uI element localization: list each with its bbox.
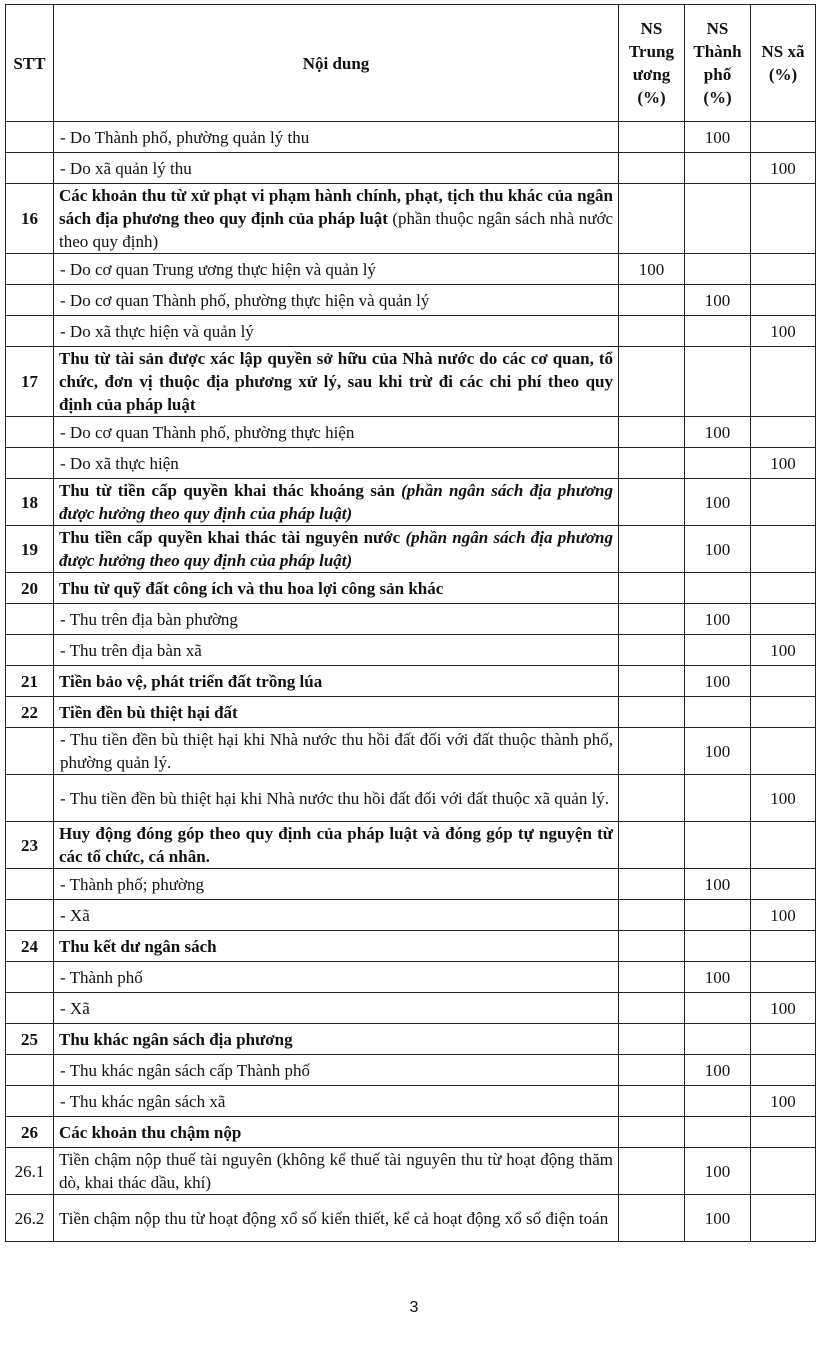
ns-xa-value bbox=[751, 1024, 816, 1055]
ns-thanh-pho-value: 100 bbox=[685, 417, 751, 448]
row-stt bbox=[6, 285, 54, 316]
row-stt: 20 bbox=[6, 573, 54, 604]
row-content bbox=[54, 526, 619, 573]
row-content bbox=[54, 1148, 619, 1195]
table-row bbox=[6, 697, 816, 728]
content-text: Thu từ tiền cấp quyền khai thác khoáng sản bbox=[59, 481, 402, 500]
ns-xa-value bbox=[751, 254, 816, 285]
header-content: Nội dung bbox=[54, 5, 619, 122]
content-text: (phần ngân sách địa phương được hưởng theo quy định của pháp luật) bbox=[59, 528, 613, 570]
ns-thanh-pho-value bbox=[685, 347, 751, 417]
table-row bbox=[6, 822, 816, 869]
table-row bbox=[6, 448, 816, 479]
table-row bbox=[6, 931, 816, 962]
ns-trung-uong-value bbox=[619, 635, 685, 666]
content-text: - Do xã thực hiện bbox=[60, 453, 179, 473]
ns-thanh-pho-value: 100 bbox=[685, 962, 751, 993]
row-content bbox=[54, 1024, 619, 1055]
row-content bbox=[54, 285, 619, 316]
table-row bbox=[6, 122, 816, 153]
row-stt bbox=[6, 1086, 54, 1117]
ns-xa-value: 100 bbox=[751, 153, 816, 184]
content-text: Thu tiền cấp quyền khai thác tài nguyên nước bbox=[59, 528, 406, 547]
ns-thanh-pho-value: 100 bbox=[685, 285, 751, 316]
table-row bbox=[6, 479, 816, 526]
ns-trung-uong-value bbox=[619, 1117, 685, 1148]
table-row bbox=[6, 635, 816, 666]
ns-thanh-pho-value bbox=[685, 153, 751, 184]
content-text: Tiền đền bù thiệt hại đất bbox=[59, 702, 238, 722]
row-stt bbox=[6, 448, 54, 479]
row-content bbox=[54, 254, 619, 285]
table-body bbox=[6, 122, 816, 1242]
ns-thanh-pho-value bbox=[685, 1024, 751, 1055]
table-row bbox=[6, 1117, 816, 1148]
content-text: Tiền chậm nộp thu từ hoạt động xổ số kiến thiết, kể cả hoạt động xổ số điện toán bbox=[59, 1208, 609, 1228]
ns-thanh-pho-value bbox=[685, 931, 751, 962]
row-stt bbox=[6, 604, 54, 635]
ns-trung-uong-value bbox=[619, 1055, 685, 1086]
ns-thanh-pho-value bbox=[685, 448, 751, 479]
ns-trung-uong-value bbox=[619, 1024, 685, 1055]
ns-thanh-pho-value: 100 bbox=[685, 869, 751, 900]
ns-xa-value bbox=[751, 417, 816, 448]
ns-trung-uong-value bbox=[619, 822, 685, 869]
row-stt bbox=[6, 869, 54, 900]
row-content bbox=[54, 931, 619, 962]
table-row bbox=[6, 254, 816, 285]
ns-thanh-pho-value bbox=[685, 993, 751, 1024]
ns-thanh-pho-value bbox=[685, 573, 751, 604]
revenue-allocation-table bbox=[5, 4, 816, 1242]
content-text: - Do xã thực hiện và quản lý bbox=[60, 321, 254, 341]
table-row bbox=[6, 666, 816, 697]
content-text: Các khoản thu từ xử phạt vi phạm hành chính, phạt, tịch thu khác của ngân sách địa phương theo quy định của pháp luật bbox=[59, 186, 613, 228]
ns-thanh-pho-value bbox=[685, 900, 751, 931]
ns-trung-uong-value bbox=[619, 417, 685, 448]
ns-trung-uong-value bbox=[619, 666, 685, 697]
content-text: - Do xã quản lý thu bbox=[60, 158, 192, 178]
row-stt: 22 bbox=[6, 697, 54, 728]
content-text: - Do cơ quan Thành phố, phường thực hiện và quản lý bbox=[60, 290, 430, 310]
ns-trung-uong-value bbox=[619, 184, 685, 254]
ns-trung-uong-value: 100 bbox=[619, 254, 685, 285]
content-text: Huy động đóng góp theo quy định của pháp luật và đóng góp tự nguyện từ các tổ chức, cá nhân. bbox=[59, 824, 613, 866]
row-stt bbox=[6, 1055, 54, 1086]
row-stt bbox=[6, 316, 54, 347]
row-content bbox=[54, 1055, 619, 1086]
ns-xa-value bbox=[751, 1148, 816, 1195]
row-content bbox=[54, 1086, 619, 1117]
ns-trung-uong-value bbox=[619, 347, 685, 417]
content-text: Thu từ quỹ đất công ích và thu hoa lợi công sản khác bbox=[59, 578, 444, 598]
ns-xa-value: 100 bbox=[751, 635, 816, 666]
row-content bbox=[54, 347, 619, 417]
content-text: - Thành phố; phường bbox=[60, 874, 204, 894]
content-text: - Do cơ quan Thành phố, phường thực hiện bbox=[60, 422, 355, 442]
ns-thanh-pho-value: 100 bbox=[685, 604, 751, 635]
content-text: Thu khác ngân sách địa phương bbox=[59, 1029, 293, 1049]
ns-thanh-pho-value: 100 bbox=[685, 1195, 751, 1242]
row-stt: 19 bbox=[6, 526, 54, 573]
ns-xa-value bbox=[751, 526, 816, 573]
header-stt: STT bbox=[6, 5, 54, 122]
row-stt bbox=[6, 728, 54, 775]
content-text: - Do Thành phố, phường quản lý thu bbox=[60, 127, 310, 147]
row-stt: 23 bbox=[6, 822, 54, 869]
ns-trung-uong-value bbox=[619, 316, 685, 347]
content-text: - Xã bbox=[60, 905, 90, 925]
ns-trung-uong-value bbox=[619, 573, 685, 604]
row-stt: 17 bbox=[6, 347, 54, 417]
row-content bbox=[54, 1195, 619, 1242]
ns-xa-value: 100 bbox=[751, 448, 816, 479]
ns-xa-value bbox=[751, 184, 816, 254]
ns-xa-value: 100 bbox=[751, 1086, 816, 1117]
row-content bbox=[54, 122, 619, 153]
ns-xa-value bbox=[751, 1055, 816, 1086]
ns-trung-uong-value bbox=[619, 448, 685, 479]
ns-thanh-pho-value: 100 bbox=[685, 1148, 751, 1195]
row-stt bbox=[6, 993, 54, 1024]
header-ns-trung-uong: NS Trung ương (%) bbox=[619, 5, 685, 122]
ns-thanh-pho-value bbox=[685, 635, 751, 666]
table-row bbox=[6, 1024, 816, 1055]
table-row bbox=[6, 1195, 816, 1242]
ns-thanh-pho-value: 100 bbox=[685, 479, 751, 526]
row-content bbox=[54, 962, 619, 993]
row-stt: 26 bbox=[6, 1117, 54, 1148]
ns-thanh-pho-value: 100 bbox=[685, 122, 751, 153]
ns-trung-uong-value bbox=[619, 1086, 685, 1117]
ns-thanh-pho-value: 100 bbox=[685, 728, 751, 775]
ns-trung-uong-value bbox=[619, 526, 685, 573]
ns-thanh-pho-value bbox=[685, 1086, 751, 1117]
ns-xa-value bbox=[751, 728, 816, 775]
ns-trung-uong-value bbox=[619, 962, 685, 993]
row-content bbox=[54, 697, 619, 728]
ns-xa-value bbox=[751, 869, 816, 900]
ns-trung-uong-value bbox=[619, 775, 685, 822]
ns-xa-value bbox=[751, 962, 816, 993]
header-ns-thanh-pho: NS Thành phố (%) bbox=[685, 5, 751, 122]
ns-xa-value: 100 bbox=[751, 993, 816, 1024]
content-text: - Thu tiền đền bù thiệt hại khi Nhà nước thu hồi đất đối với đất thuộc thành phố, phường quản lý. bbox=[60, 730, 613, 772]
ns-trung-uong-value bbox=[619, 869, 685, 900]
row-content bbox=[54, 728, 619, 775]
row-content bbox=[54, 822, 619, 869]
ns-thanh-pho-value bbox=[685, 775, 751, 822]
row-content bbox=[54, 184, 619, 254]
content-text: Các khoản thu chậm nộp bbox=[59, 1122, 242, 1142]
ns-xa-value bbox=[751, 604, 816, 635]
ns-xa-value: 100 bbox=[751, 775, 816, 822]
content-text: - Xã bbox=[60, 998, 90, 1018]
row-stt bbox=[6, 153, 54, 184]
table-row bbox=[6, 316, 816, 347]
content-text: - Thu khác ngân sách cấp Thành phố bbox=[60, 1060, 311, 1080]
table-row bbox=[6, 573, 816, 604]
ns-thanh-pho-value bbox=[685, 184, 751, 254]
header-ns-xa: NS xã (%) bbox=[751, 5, 816, 122]
row-stt: 18 bbox=[6, 479, 54, 526]
table-row bbox=[6, 900, 816, 931]
table-header-row bbox=[6, 5, 816, 122]
ns-xa-value bbox=[751, 666, 816, 697]
ns-xa-value bbox=[751, 931, 816, 962]
ns-trung-uong-value bbox=[619, 604, 685, 635]
ns-thanh-pho-value bbox=[685, 316, 751, 347]
ns-thanh-pho-value: 100 bbox=[685, 526, 751, 573]
row-stt: 26.2 bbox=[6, 1195, 54, 1242]
ns-trung-uong-value bbox=[619, 122, 685, 153]
row-content bbox=[54, 1117, 619, 1148]
ns-trung-uong-value bbox=[619, 1195, 685, 1242]
ns-trung-uong-value bbox=[619, 697, 685, 728]
content-text: - Thu tiền đền bù thiệt hại khi Nhà nước thu hồi đất đối với đất thuộc xã quản lý. bbox=[60, 788, 610, 808]
table-row bbox=[6, 993, 816, 1024]
ns-trung-uong-value bbox=[619, 900, 685, 931]
row-stt bbox=[6, 635, 54, 666]
row-stt: 16 bbox=[6, 184, 54, 254]
table-row bbox=[6, 417, 816, 448]
content-text: - Do cơ quan Trung ương thực hiện và quản lý bbox=[60, 259, 376, 279]
row-content bbox=[54, 635, 619, 666]
ns-xa-value bbox=[751, 347, 816, 417]
ns-xa-value bbox=[751, 285, 816, 316]
row-content bbox=[54, 316, 619, 347]
row-content bbox=[54, 479, 619, 526]
ns-xa-value bbox=[751, 1195, 816, 1242]
ns-xa-value bbox=[751, 479, 816, 526]
table-row bbox=[6, 604, 816, 635]
ns-xa-value bbox=[751, 822, 816, 869]
table-row bbox=[6, 1086, 816, 1117]
page-number: 3 bbox=[409, 1299, 419, 1316]
ns-xa-value: 100 bbox=[751, 316, 816, 347]
row-stt: 25 bbox=[6, 1024, 54, 1055]
table-row bbox=[6, 962, 816, 993]
row-stt bbox=[6, 417, 54, 448]
row-stt: 21 bbox=[6, 666, 54, 697]
ns-thanh-pho-value bbox=[685, 822, 751, 869]
row-stt bbox=[6, 775, 54, 822]
row-content bbox=[54, 604, 619, 635]
row-content bbox=[54, 869, 619, 900]
ns-thanh-pho-value: 100 bbox=[685, 1055, 751, 1086]
content-text: - Thành phố bbox=[60, 967, 143, 987]
ns-xa-value bbox=[751, 697, 816, 728]
row-stt: 26.1 bbox=[6, 1148, 54, 1195]
ns-trung-uong-value bbox=[619, 1148, 685, 1195]
ns-trung-uong-value bbox=[619, 153, 685, 184]
ns-trung-uong-value bbox=[619, 993, 685, 1024]
ns-xa-value: 100 bbox=[751, 900, 816, 931]
row-content bbox=[54, 775, 619, 822]
table-row bbox=[6, 1055, 816, 1086]
ns-thanh-pho-value bbox=[685, 1117, 751, 1148]
content-text: (phần thuộc ngân sách nhà nước theo quy định) bbox=[59, 209, 613, 251]
ns-trung-uong-value bbox=[619, 479, 685, 526]
table-row bbox=[6, 869, 816, 900]
row-content bbox=[54, 573, 619, 604]
content-text: Tiền chậm nộp thuế tài nguyên (không kể thuế tài nguyên thu từ hoạt động thăm dò, khai thác dầu, khí) bbox=[59, 1150, 613, 1192]
row-stt bbox=[6, 254, 54, 285]
row-stt bbox=[6, 122, 54, 153]
ns-trung-uong-value bbox=[619, 931, 685, 962]
row-content bbox=[54, 448, 619, 479]
row-content bbox=[54, 417, 619, 448]
content-text: (phần ngân sách địa phương được hưởng theo quy định của pháp luật) bbox=[59, 481, 613, 523]
row-content bbox=[54, 900, 619, 931]
row-stt: 24 bbox=[6, 931, 54, 962]
row-content bbox=[54, 993, 619, 1024]
table-row bbox=[6, 526, 816, 573]
row-stt bbox=[6, 962, 54, 993]
table-row bbox=[6, 285, 816, 316]
ns-thanh-pho-value: 100 bbox=[685, 666, 751, 697]
content-text: Thu từ tài sản được xác lập quyền sở hữu của Nhà nước do các cơ quan, tổ chức, đơn vị thuộc địa phương xử lý, sau khi trừ đi các chi phí theo quy định của pháp luật bbox=[59, 349, 613, 414]
table-row bbox=[6, 347, 816, 417]
content-text: - Thu trên địa bàn xã bbox=[60, 640, 202, 660]
table-row bbox=[6, 728, 816, 775]
ns-xa-value bbox=[751, 1117, 816, 1148]
ns-xa-value bbox=[751, 573, 816, 604]
ns-trung-uong-value bbox=[619, 728, 685, 775]
content-text: Thu kết dư ngân sách bbox=[59, 936, 217, 956]
content-text: Tiền bảo vệ, phát triển đất trồng lúa bbox=[59, 671, 323, 691]
row-content bbox=[54, 153, 619, 184]
table-row bbox=[6, 153, 816, 184]
table-row bbox=[6, 775, 816, 822]
table-row bbox=[6, 1148, 816, 1195]
row-content bbox=[54, 666, 619, 697]
ns-thanh-pho-value bbox=[685, 697, 751, 728]
ns-trung-uong-value bbox=[619, 285, 685, 316]
ns-xa-value bbox=[751, 122, 816, 153]
row-stt bbox=[6, 900, 54, 931]
content-text: - Thu khác ngân sách xã bbox=[60, 1091, 226, 1111]
ns-thanh-pho-value bbox=[685, 254, 751, 285]
content-text: - Thu trên địa bàn phường bbox=[60, 609, 238, 629]
table-row bbox=[6, 184, 816, 254]
